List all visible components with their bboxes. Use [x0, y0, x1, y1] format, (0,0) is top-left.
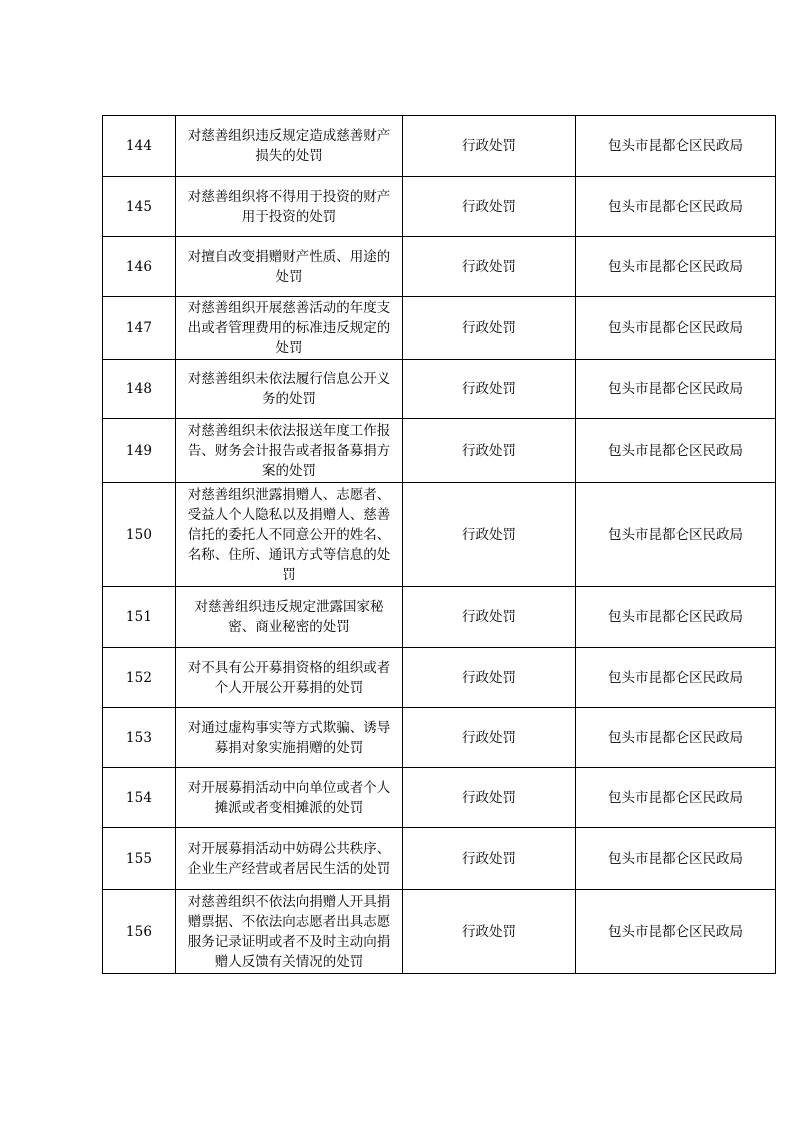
department: 包头市昆都仑区民政局: [576, 483, 776, 587]
department: 包头市昆都仑区民政局: [576, 828, 776, 890]
row-number: 147: [103, 297, 176, 360]
item-type: 行政处罚: [403, 483, 576, 587]
item-name: 对慈善组织泄露捐赠人、志愿者、受益人个人隐私以及捐赠人、慈善信托的委托人不同意公开的姓名、名称、住所、通讯方式等信息的处罚: [176, 483, 403, 587]
table-row: [103, 768, 776, 828]
table-row: [103, 297, 776, 360]
row-number: 154: [103, 768, 176, 828]
department: 包头市昆都仑区民政局: [576, 297, 776, 360]
department: 包头市昆都仑区民政局: [576, 587, 776, 648]
item-name: 对慈善组织未依法报送年度工作报告、财务会计报告或者报备募捐方案的处罚: [176, 419, 403, 483]
row-number: 146: [103, 237, 176, 297]
item-type: 行政处罚: [403, 890, 576, 974]
department: 包头市昆都仑区民政局: [576, 419, 776, 483]
row-number: 156: [103, 890, 176, 974]
item-name: 对慈善组织将不得用于投资的财产用于投资的处罚: [176, 177, 403, 237]
table-row: [103, 587, 776, 648]
item-type: 行政处罚: [403, 419, 576, 483]
item-type: 行政处罚: [403, 360, 576, 419]
department: 包头市昆都仑区民政局: [576, 237, 776, 297]
item-type: 行政处罚: [403, 116, 576, 177]
item-name: 对慈善组织不依法向捐赠人开具捐赠票据、不依法向志愿者出具志愿服务记录证明或者不及时主动向捐赠人反馈有关情况的处罚: [176, 890, 403, 974]
item-name: 对慈善组织违反规定泄露国家秘密、商业秘密的处罚: [176, 587, 403, 648]
department: 包头市昆都仑区民政局: [576, 708, 776, 768]
department: 包头市昆都仑区民政局: [576, 360, 776, 419]
item-name: 对慈善组织未依法履行信息公开义务的处罚: [176, 360, 403, 419]
item-name: 对慈善组织开展慈善活动的年度支出或者管理费用的标准违反规定的处罚: [176, 297, 403, 360]
table-body: [103, 116, 776, 974]
row-number: 153: [103, 708, 176, 768]
row-number: 150: [103, 483, 176, 587]
table-row: [103, 360, 776, 419]
table-row: [103, 828, 776, 890]
table-row: [103, 419, 776, 483]
table-row: [103, 177, 776, 237]
row-number: 152: [103, 648, 176, 708]
item-type: 行政处罚: [403, 177, 576, 237]
row-number: 155: [103, 828, 176, 890]
department: 包头市昆都仑区民政局: [576, 648, 776, 708]
department: 包头市昆都仑区民政局: [576, 177, 776, 237]
table-row: [103, 648, 776, 708]
item-type: 行政处罚: [403, 587, 576, 648]
item-type: 行政处罚: [403, 768, 576, 828]
department: 包头市昆都仑区民政局: [576, 890, 776, 974]
item-name: 对不具有公开募捐资格的组织或者个人开展公开募捐的处罚: [176, 648, 403, 708]
table-row: [103, 237, 776, 297]
item-name: 对慈善组织违反规定造成慈善财产损失的处罚: [176, 116, 403, 177]
item-name: 对通过虚构事实等方式欺骗、诱导募捐对象实施捐赠的处罚: [176, 708, 403, 768]
table-row: [103, 116, 776, 177]
item-type: 行政处罚: [403, 237, 576, 297]
item-type: 行政处罚: [403, 297, 576, 360]
item-type: 行政处罚: [403, 648, 576, 708]
row-number: 145: [103, 177, 176, 237]
row-number: 148: [103, 360, 176, 419]
row-number: 144: [103, 116, 176, 177]
item-name: 对擅自改变捐赠财产性质、用途的处罚: [176, 237, 403, 297]
table-row: [103, 708, 776, 768]
row-number: 151: [103, 587, 176, 648]
row-number: 149: [103, 419, 176, 483]
item-name: 对开展募捐活动中向单位或者个人摊派或者变相摊派的处罚: [176, 768, 403, 828]
penalty-items-table: [102, 115, 776, 974]
item-type: 行政处罚: [403, 828, 576, 890]
department: 包头市昆都仑区民政局: [576, 768, 776, 828]
table-row: [103, 483, 776, 587]
item-name: 对开展募捐活动中妨碍公共秩序、企业生产经营或者居民生活的处罚: [176, 828, 403, 890]
table-row: [103, 890, 776, 974]
item-type: 行政处罚: [403, 708, 576, 768]
department: 包头市昆都仑区民政局: [576, 116, 776, 177]
